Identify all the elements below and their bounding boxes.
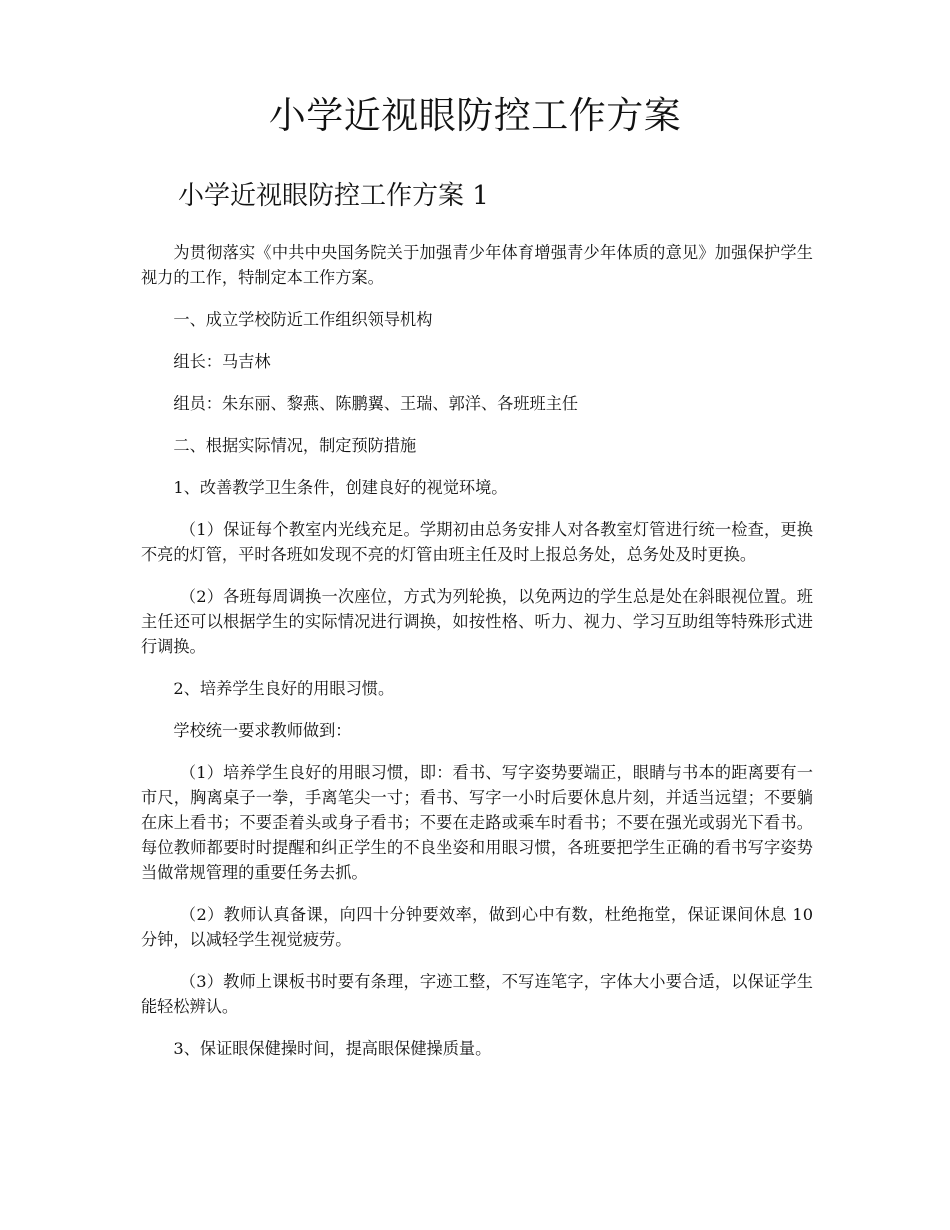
document-title: 小学近视眼防控工作方案 (268, 94, 682, 137)
paragraph-measure-3: 3、保证眼保健操时间，提高眼保健操质量。 (173, 1039, 492, 1058)
paragraph-intro: 为贯彻落实《中共中央国务院关于加强青少年体育增强青少年体质的意见》加强保护学生视力的工作，特制定本工作方案。 (141, 243, 813, 287)
paragraph-teacher-requirements: 学校统一要求教师做到： (173, 721, 352, 740)
document-body (141, 240, 813, 1078)
paragraph-members: 组员：朱东丽、黎燕、陈鹏翼、王瑞、郭洋、各班班主任 (173, 394, 579, 413)
paragraph-item-2-1: （1）培养学生良好的用眼习惯，即：看书、写字姿势要端正，眼睛与书本的距离要有一市尺，胸离桌子一拳，手离笔尖一寸；看书、写字一小时后要休息片刻，并适当远望；不要躺在床上看书；不要歪着头或身子看书；不要在走路或乘车时看书；不要在强光或弱光下看书。每位教师都要时时提醒和纠正学生的不良坐姿和用眼习惯，各班要把学生正确的看书写字姿势当做常规管理的重要任务去抓。 (141, 763, 813, 882)
paragraph-item-1-1: （1）保证每个教室内光线充足。学期初由总务安排人对各教室灯管进行统一检查，更换不亮的灯管，平时各班如发现不亮的灯管由班主任及时上报总务处，总务处及时更换。 (141, 520, 813, 564)
section-title: 小学近视眼防控工作方案 1 (178, 181, 489, 211)
heading-measures: 二、根据实际情况，制定预防措施 (173, 436, 417, 455)
paragraph-item-2-3: （3）教师上课板书时要有条理，字迹工整，不写连笔字，字体大小要合适，以保证学生能轻松辨认。 (141, 972, 813, 1016)
paragraph-measure-1: 1、改善教学卫生条件，创建良好的视觉环境。 (173, 478, 508, 497)
paragraph-measure-2: 2、培养学生良好的用眼习惯。 (173, 679, 395, 698)
paragraph-item-2-2: （2）教师认真备课，向四十分钟要效率，做到心中有数，杜绝拖堂，保证课间休息 10 分钟，以减轻学生视觉疲劳。 (141, 905, 813, 949)
paragraph-leader: 组长：马吉林 (173, 352, 271, 371)
heading-organization: 一、成立学校防近工作组织领导机构 (173, 310, 433, 329)
paragraph-item-1-2: （2）各班每周调换一次座位，方式为列轮换，以免两边的学生总是处在斜眼视位置。班主任还可以根据学生的实际情况进行调换，如按性格、听力、视力、学习互助组等特殊形式进行调换。 (141, 587, 813, 656)
